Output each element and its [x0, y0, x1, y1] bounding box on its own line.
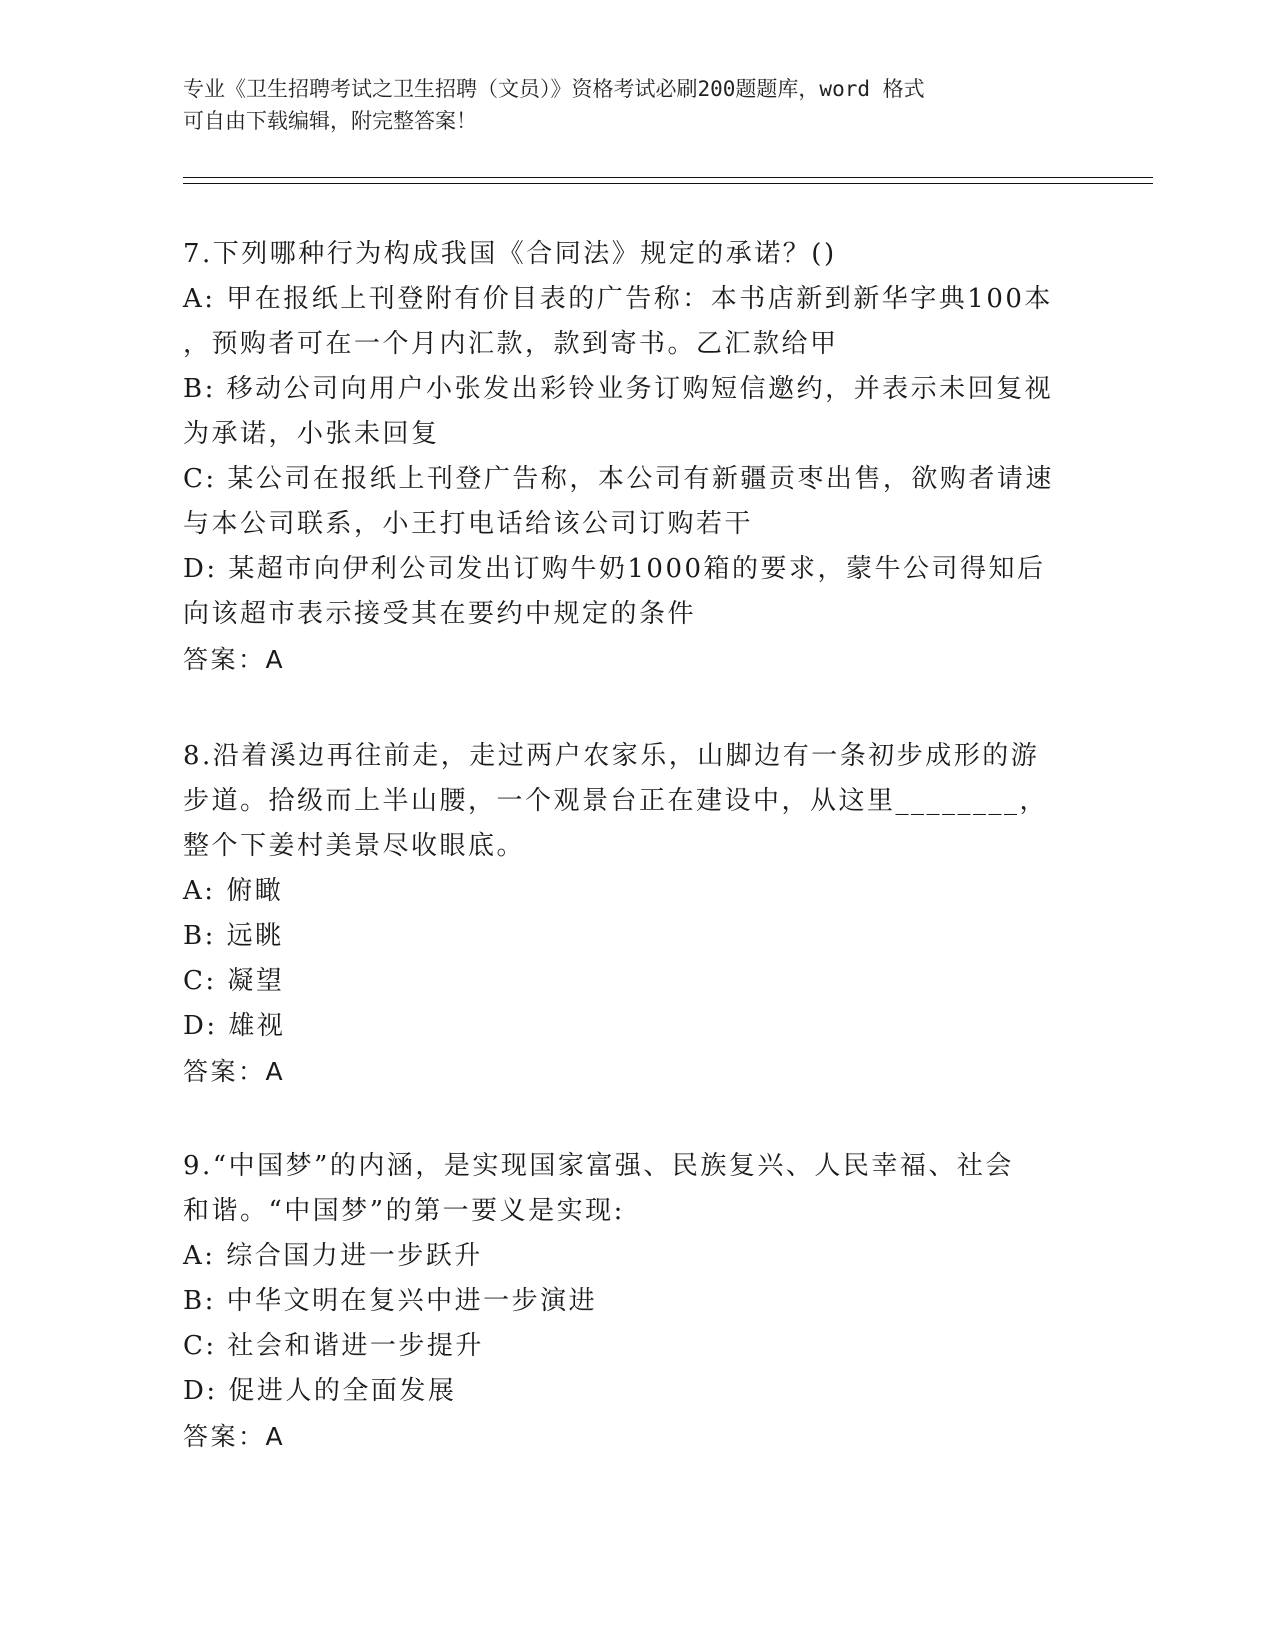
question-stem-line-3: 整个下姜村美景尽收眼底。: [183, 831, 526, 861]
header-divider-top: [183, 177, 1153, 178]
option-c-line-1: C: 某公司在报纸上刊登广告称，本公司有新疆贡枣出售，欲购者请速: [183, 464, 1054, 494]
option-c: C: 凝望: [183, 966, 285, 996]
option-b-line-1: B: 移动公司向用户小张发出彩铃业务订购短信邀约，并表示未回复视: [183, 374, 1054, 404]
question-stem: 9.“中国梦”的内涵，是实现国家富强、民族复兴、人民幸福、社会: [183, 1151, 1014, 1181]
option-d: D: 促进人的全面发展: [183, 1376, 457, 1406]
option-b: B: 中华文明在复兴中进一步演进: [183, 1286, 598, 1316]
option-c-line-2: 与本公司联系，小王打电话给该公司订购若干: [183, 509, 754, 539]
header-divider-bottom: [183, 183, 1153, 184]
header-line-2: 可自由下载编辑，附完整答案！: [183, 109, 477, 133]
option-a-line-1: A: 甲在报纸上刊登附有价目表的广告称：本书店新到新华字典100本: [183, 284, 1053, 314]
header-line-1: 专业《卫生招聘考试之卫生招聘（文员）》资格考试必刷200题题库，word 格式: [183, 77, 925, 101]
question-stem-line-2: 步道。拾级而上半山腰，一个观景台正在建设中，从这里________，: [183, 786, 1049, 816]
question-8: [183, 734, 1083, 1094]
option-a-line-2: ，预购者可在一个月内汇款，款到寄书。乙汇款给甲: [183, 329, 839, 359]
option-d-line-1: D: 某超市向伊利公司发出订购牛奶1000箱的要求，蒙牛公司得知后: [183, 554, 1046, 584]
answer: 答案：A: [183, 1422, 286, 1451]
option-d-line-2: 向该超市表示接受其在要约中规定的条件: [183, 599, 697, 629]
document-header: [183, 73, 1063, 137]
option-a: A: 俯瞰: [183, 876, 284, 906]
option-d: D: 雄视: [183, 1011, 286, 1041]
question-9: [183, 1144, 1083, 1459]
option-a: A: 综合国力进一步跃升: [183, 1241, 483, 1271]
question-stem: 8.沿着溪边再往前走，走过两户农家乐，山脚边有一条初步成形的游: [183, 741, 1040, 771]
answer: 答案：A: [183, 645, 286, 674]
question-stem: 7.下列哪种行为构成我国《合同法》规定的承诺？(): [183, 239, 837, 269]
option-c: C: 社会和谐进一步提升: [183, 1331, 484, 1361]
answer: 答案：A: [183, 1057, 286, 1086]
option-b: B: 远眺: [183, 921, 284, 951]
question-stem-line-2: 和谐。“中国梦”的第一要义是实现:: [183, 1196, 625, 1226]
option-b-line-2: 为承诺，小张未回复: [183, 419, 440, 449]
question-7: [183, 232, 1083, 682]
